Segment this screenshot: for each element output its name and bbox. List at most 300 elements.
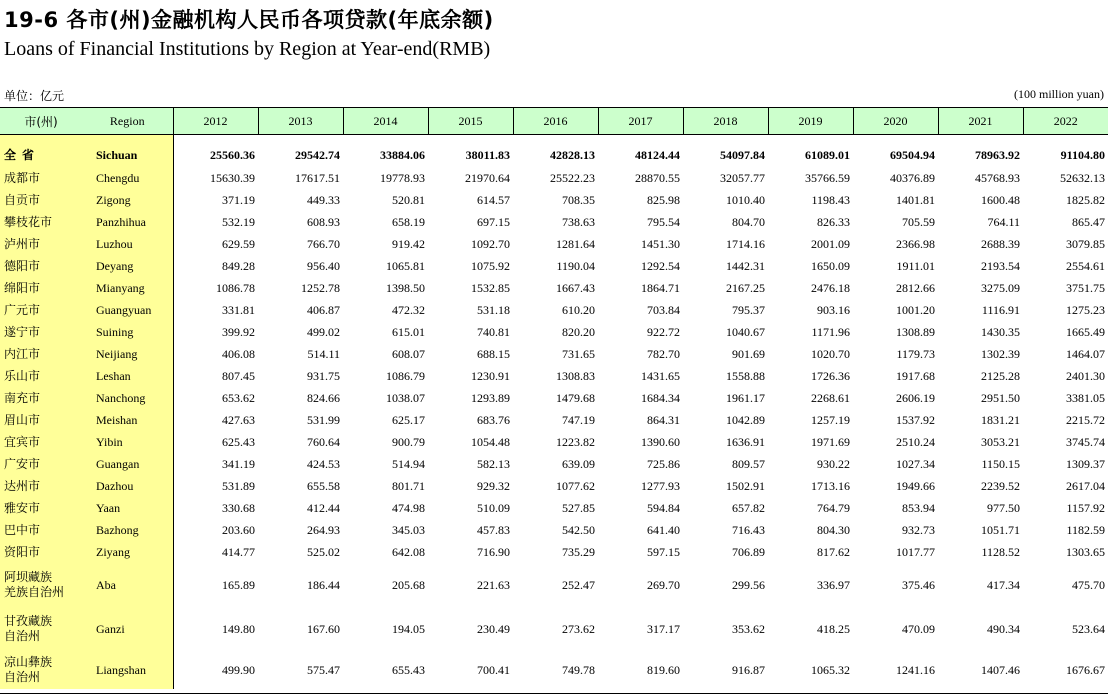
loan-value-cell: 922.72 [647,324,680,339]
loan-value-cell: 1157.92 [1066,500,1105,515]
loan-value-cell: 523.64 [1072,621,1105,636]
loan-value-cell: 3745.74 [1066,434,1105,449]
loan-value-cell: 1714.16 [726,236,765,251]
region-name-en: Yaan [82,497,173,519]
loan-value-cell: 804.70 [732,214,765,229]
table-row [0,387,1108,409]
loan-value-cell: 2239.52 [981,478,1020,493]
loan-value-cell: 345.03 [392,522,425,537]
region-name-en: Yibin [82,431,173,453]
table-row [0,233,1108,255]
loan-value-cell: 1017.77 [896,544,935,559]
header-year: 2017 [598,108,683,135]
loan-value-cell: 371.19 [222,192,255,207]
table-row [0,409,1108,431]
loan-value-cell: 221.63 [477,577,510,592]
loan-value-cell: 1667.43 [556,280,595,295]
loan-value-cell: 697.15 [477,214,510,229]
loan-value-cell: 69504.94 [890,147,935,162]
region-name-cn: 巴中市 [0,519,82,541]
loan-value-cell: 819.60 [647,662,680,677]
loan-value-cell: 2617.04 [1066,478,1105,493]
loan-value-cell: 764.79 [817,500,850,515]
loan-value-cell: 725.86 [647,456,680,471]
loan-value-cell: 474.98 [392,500,425,515]
loan-value-cell: 1825.82 [1066,192,1105,207]
loan-value-cell: 1401.81 [896,192,935,207]
loan-value-cell: 1971.69 [811,434,850,449]
loan-value-cell: 977.50 [987,500,1020,515]
loan-value-cell: 795.54 [647,214,680,229]
loan-value-cell: 716.43 [732,522,765,537]
loan-value-cell: 2401.30 [1066,368,1105,383]
loan-value-cell: 510.09 [477,500,510,515]
loan-value-cell: 1020.70 [811,346,850,361]
loan-value-cell: 1190.04 [556,258,595,273]
loan-value-cell: 1726.36 [811,368,850,383]
loan-value-cell: 1042.89 [726,412,765,427]
loan-value-cell: 657.82 [732,500,765,515]
loan-value-cell: 930.22 [817,456,850,471]
loan-value-cell: 683.76 [477,412,510,427]
loan-value-cell: 1431.65 [641,368,680,383]
loan-value-cell: 1051.71 [981,522,1020,537]
loan-value-cell: 317.17 [647,621,680,636]
loan-value-cell: 42828.13 [550,147,595,162]
loan-value-cell: 1075.92 [471,258,510,273]
loan-value-cell: 1182.59 [1066,522,1105,537]
loan-value-cell: 1277.93 [641,478,680,493]
loan-value-cell: 35766.59 [805,170,850,185]
region-name-en: Meishan [82,409,173,431]
loan-value-cell: 2554.61 [1066,258,1105,273]
page-title-en: Loans of Financial Institutions by Region at Year-end(RMB) [4,38,491,60]
page-title-cn: 19-6 各市(州)金融机构人民币各项贷款(年底余额) [4,8,494,32]
region-name-cn: 绵阳市 [0,277,82,299]
region-name-en: Leshan [82,365,173,387]
region-name-cn [0,563,82,607]
loan-value-cell: 45768.93 [975,170,1020,185]
loan-value-cell: 2606.19 [896,390,935,405]
loan-value-cell: 1430.35 [981,324,1020,339]
table-row [0,167,1108,189]
loan-value-cell: 801.71 [392,478,425,493]
loan-value-cell: 703.84 [647,302,680,317]
loan-value-cell: 853.94 [902,500,935,515]
loan-value-cell: 1281.64 [556,236,595,251]
header-region: Region [82,108,173,135]
loan-value-cell: 1292.54 [641,258,680,273]
table-row [0,541,1108,563]
loans-table [0,107,1108,689]
loan-value-cell: 956.40 [307,258,340,273]
loan-value-cell: 1040.67 [726,324,765,339]
loan-value-cell: 749.78 [562,662,595,677]
loan-value-cell: 531.99 [307,412,340,427]
region-name-en: Mianyang [82,277,173,299]
loan-value-cell: 252.47 [562,577,595,592]
loan-value-cell: 615.01 [392,324,425,339]
loan-value-cell: 40376.89 [890,170,935,185]
loan-value-cell: 2001.09 [811,236,850,251]
loan-value-cell: 1390.60 [641,434,680,449]
loan-value-cell: 499.02 [307,324,340,339]
region-name-en: Ganzi [82,607,173,651]
region-name-en: Liangshan [82,651,173,689]
loan-value-cell: 1665.49 [1066,324,1105,339]
region-name-en: Dazhou [82,475,173,497]
loan-value-cell: 264.93 [307,522,340,537]
loan-value-cell: 825.98 [647,192,680,207]
loan-value-cell: 25560.36 [210,147,255,162]
loan-value-cell: 931.75 [307,368,340,383]
table-row [0,453,1108,475]
loan-value-cell: 1086.79 [386,368,425,383]
loan-value-cell: 760.64 [307,434,340,449]
region-name-en: Panzhihua [82,211,173,233]
loan-value-cell: 655.43 [392,662,425,677]
loan-value-cell: 61089.01 [805,147,850,162]
loan-value-cell: 916.87 [732,662,765,677]
header-year: 2021 [938,108,1023,135]
region-name-cn: 雅安市 [0,497,82,519]
region-name-cn: 德阳市 [0,255,82,277]
loan-value-cell: 2193.54 [981,258,1020,273]
loan-value-cell: 1650.09 [811,258,850,273]
loan-value-cell: 78963.92 [975,147,1020,162]
header-year: 2019 [768,108,853,135]
table-row [0,343,1108,365]
loan-value-cell: 1949.66 [896,478,935,493]
region-name-en: Bazhong [82,519,173,541]
loan-value-cell: 2951.50 [981,390,1020,405]
loan-value-cell: 919.42 [392,236,425,251]
header-year: 2016 [513,108,598,135]
loan-value-cell: 3053.21 [981,434,1020,449]
loan-value-cell: 470.09 [902,621,935,636]
loan-value-cell: 32057.77 [720,170,765,185]
loan-value-cell: 1684.34 [641,390,680,405]
region-name-en: Ziyang [82,541,173,563]
region-name-cn: 乐山市 [0,365,82,387]
region-name-en: Suining [82,321,173,343]
loan-value-cell: 608.07 [392,346,425,361]
header-city-cn: 市(州) [0,108,82,135]
loan-value-cell: 531.89 [222,478,255,493]
loan-value-cell: 38011.83 [465,147,510,162]
loan-value-cell: 230.49 [477,621,510,636]
loan-value-cell: 1241.16 [896,662,935,677]
loan-value-cell: 1309.37 [1066,456,1105,471]
loan-value-cell: 708.35 [562,192,595,207]
loan-value-cell: 2215.72 [1066,412,1105,427]
loan-value-cell: 1676.67 [1066,662,1105,677]
loan-value-cell: 33884.06 [380,147,425,162]
loan-value-cell: 186.44 [307,577,340,592]
loan-value-cell: 1479.68 [556,390,595,405]
loan-value-cell: 2125.28 [981,368,1020,383]
loan-value-cell: 932.73 [902,522,935,537]
loan-value-cell: 520.81 [392,192,425,207]
loan-value-cell: 608.93 [307,214,340,229]
header-year: 2022 [1023,108,1108,135]
loan-value-cell: 1027.34 [896,456,935,471]
loan-value-cell: 149.80 [222,621,255,636]
loan-value-cell: 1065.81 [386,258,425,273]
region-name-cn: 南充市 [0,387,82,409]
region-name-cn: 内江市 [0,343,82,365]
loan-value-cell: 2268.61 [811,390,850,405]
loan-value-cell: 1917.68 [896,368,935,383]
region-name-en: Chengdu [82,167,173,189]
loan-value-cell: 1077.62 [556,478,595,493]
loan-value-cell: 614.57 [477,192,510,207]
region-name-cn: 成都市 [0,167,82,189]
loan-value-cell: 28870.55 [635,170,680,185]
region-name-cn: 遂宁市 [0,321,82,343]
loan-value-cell: 1150.15 [981,456,1020,471]
loan-value-cell: 475.70 [1072,577,1105,592]
unit-label-cn: 单位：亿元 [4,89,65,103]
loan-value-cell: 1054.48 [471,434,510,449]
loan-value-cell: 1308.83 [556,368,595,383]
loan-value-cell: 336.97 [817,577,850,592]
loan-value-cell: 688.15 [477,346,510,361]
loan-value-cell: 929.32 [477,478,510,493]
loan-value-cell: 705.59 [902,214,935,229]
table-row [0,563,1108,607]
loan-value-cell: 525.02 [307,544,340,559]
loan-value-cell: 17617.51 [295,170,340,185]
loan-value-cell: 1179.73 [896,346,935,361]
loan-value-cell: 194.05 [392,621,425,636]
loan-value-cell: 706.89 [732,544,765,559]
loan-value-cell: 399.92 [222,324,255,339]
loan-value-cell: 901.69 [732,346,765,361]
table-row [0,299,1108,321]
loan-value-cell: 52632.13 [1060,170,1105,185]
loan-value-cell: 514.94 [392,456,425,471]
region-name-cn: 攀枝花市 [0,211,82,233]
loan-value-cell: 25522.23 [550,170,595,185]
loan-value-cell: 804.30 [817,522,850,537]
loan-value-cell: 826.33 [817,214,850,229]
region-name-en: Aba [82,563,173,607]
loan-value-cell: 1636.91 [726,434,765,449]
loan-value-cell: 2812.66 [896,280,935,295]
total-row [0,143,1108,167]
loan-value-cell: 165.89 [222,577,255,592]
loan-value-cell: 2688.39 [981,236,1020,251]
loan-value-cell: 597.15 [647,544,680,559]
loan-value-cell: 1257.19 [811,412,850,427]
loan-value-cell: 514.11 [307,346,340,361]
header-year: 2018 [683,108,768,135]
loan-value-cell: 2167.25 [726,280,765,295]
loan-value-cell: 424.53 [307,456,340,471]
loan-value-cell: 375.46 [902,577,935,592]
region-name-en: Sichuan [82,143,173,167]
loan-value-cell: 1600.48 [981,192,1020,207]
loan-value-cell: 629.59 [222,236,255,251]
region-name-cn-line: 自治州 [4,670,41,684]
loan-value-cell: 457.83 [477,522,510,537]
loan-value-cell: 449.33 [307,192,340,207]
loan-value-cell: 1010.40 [726,192,765,207]
loan-value-cell: 299.56 [732,577,765,592]
region-name-cn: 泸州市 [0,233,82,255]
loan-value-cell: 1451.30 [641,236,680,251]
table-row [0,365,1108,387]
loan-value-cell: 542.50 [562,522,595,537]
table-row [0,519,1108,541]
header-year: 2013 [258,108,343,135]
loan-value-cell: 48124.44 [635,147,680,162]
loan-value-cell: 1038.07 [386,390,425,405]
loan-value-cell: 532.19 [222,214,255,229]
loan-value-cell: 2366.98 [896,236,935,251]
loan-value-cell: 1407.46 [981,662,1020,677]
loan-value-cell: 1252.78 [301,280,340,295]
loan-value-cell: 19778.93 [380,170,425,185]
loan-value-cell: 764.11 [987,214,1020,229]
loan-value-cell: 3079.85 [1066,236,1105,251]
loan-value-cell: 1864.71 [641,280,680,295]
region-name-cn: 眉山市 [0,409,82,431]
header-year: 2012 [173,108,258,135]
table-row [0,211,1108,233]
region-name-en: Luzhou [82,233,173,255]
unit-label-en: (100 million yuan) [1014,87,1104,101]
loan-value-cell: 817.62 [817,544,850,559]
loan-value-cell: 1065.32 [811,662,850,677]
loan-value-cell: 1092.70 [471,236,510,251]
loan-value-cell: 1128.52 [981,544,1020,559]
header-year: 2014 [343,108,428,135]
loan-value-cell: 1086.78 [216,280,255,295]
loan-value-cell: 2510.24 [896,434,935,449]
table-row [0,607,1108,651]
loan-value-cell: 54097.84 [720,147,765,162]
region-name-cn-line: 凉山彝族 [4,655,53,669]
loan-value-cell: 531.18 [477,302,510,317]
loan-value-cell: 341.19 [222,456,255,471]
loan-value-cell: 1001.20 [896,302,935,317]
loan-value-cell: 29542.74 [295,147,340,162]
loan-value-cell: 1308.89 [896,324,935,339]
region-name-en: Deyang [82,255,173,277]
loan-value-cell: 91104.80 [1060,147,1105,162]
loan-value-cell: 330.68 [222,500,255,515]
loan-value-cell: 1303.65 [1066,544,1105,559]
table-row [0,651,1108,689]
loan-value-cell: 865.47 [1072,214,1105,229]
region-name-cn: 自贡市 [0,189,82,211]
loan-value-cell: 582.13 [477,456,510,471]
table-row [0,277,1108,299]
region-name-en: Guangan [82,453,173,475]
loan-value-cell: 900.79 [392,434,425,449]
loan-value-cell: 716.90 [477,544,510,559]
loan-value-cell: 1911.01 [896,258,935,273]
table-row [0,189,1108,211]
loan-value-cell: 21970.64 [465,170,510,185]
header-year: 2015 [428,108,513,135]
loan-value-cell: 406.08 [222,346,255,361]
loan-value-cell: 353.62 [732,621,765,636]
region-name-en: Neijiang [82,343,173,365]
loan-value-cell: 412.44 [307,500,340,515]
loan-value-cell: 641.40 [647,522,680,537]
loan-value-cell: 1230.91 [471,368,510,383]
loan-value-cell: 427.63 [222,412,255,427]
loan-value-cell: 2476.18 [811,280,850,295]
loan-value-cell: 3751.75 [1066,280,1105,295]
loan-value-cell: 527.85 [562,500,595,515]
loan-value-cell: 864.31 [647,412,680,427]
loan-value-cell: 903.16 [817,302,850,317]
loan-value-cell: 658.19 [392,214,425,229]
loan-value-cell: 1398.50 [386,280,425,295]
region-name-cn: 全省 [0,143,82,167]
loan-value-cell: 735.29 [562,544,595,559]
loan-value-cell: 740.81 [477,324,510,339]
loan-value-cell: 1713.16 [811,478,850,493]
table-bottom-border [0,693,1108,694]
loan-value-cell: 472.32 [392,302,425,317]
loan-value-cell: 766.70 [307,236,340,251]
loan-value-cell: 1171.96 [811,324,850,339]
table-row [0,255,1108,277]
loan-value-cell: 1293.89 [471,390,510,405]
loan-value-cell: 625.43 [222,434,255,449]
region-name-cn-line: 阿坝藏族 [4,570,53,584]
loan-value-cell: 1302.39 [981,346,1020,361]
loan-value-cell: 499.90 [222,662,255,677]
loan-value-cell: 1537.92 [896,412,935,427]
loan-value-cell: 738.63 [562,214,595,229]
table-row [0,475,1108,497]
region-name-cn: 广安市 [0,453,82,475]
region-name-cn [0,607,82,651]
loan-value-cell: 747.19 [562,412,595,427]
loan-value-cell: 610.20 [562,302,595,317]
loan-value-cell: 594.84 [647,500,680,515]
loan-value-cell: 1464.07 [1066,346,1105,361]
loan-value-cell: 205.68 [392,577,425,592]
loan-value-cell: 809.57 [732,456,765,471]
loan-value-cell: 1961.17 [726,390,765,405]
region-name-en: Guangyuan [82,299,173,321]
loan-value-cell: 269.70 [647,577,680,592]
region-name-cn: 资阳市 [0,541,82,563]
loan-value-cell: 639.09 [562,456,595,471]
table-row [0,497,1108,519]
loan-value-cell: 653.62 [222,390,255,405]
loan-value-cell: 406.87 [307,302,340,317]
loan-value-cell: 3275.09 [981,280,1020,295]
region-name-en: Zigong [82,189,173,211]
loan-value-cell: 849.28 [222,258,255,273]
header-year: 2020 [853,108,938,135]
region-name-cn-line: 羌族自治州 [4,585,65,599]
region-name-cn-line: 甘孜藏族 [4,614,53,628]
loan-value-cell: 490.34 [987,621,1020,636]
loan-value-cell: 642.08 [392,544,425,559]
loan-value-cell: 625.17 [392,412,425,427]
loan-value-cell: 575.47 [307,662,340,677]
loan-value-cell: 1275.23 [1066,302,1105,317]
